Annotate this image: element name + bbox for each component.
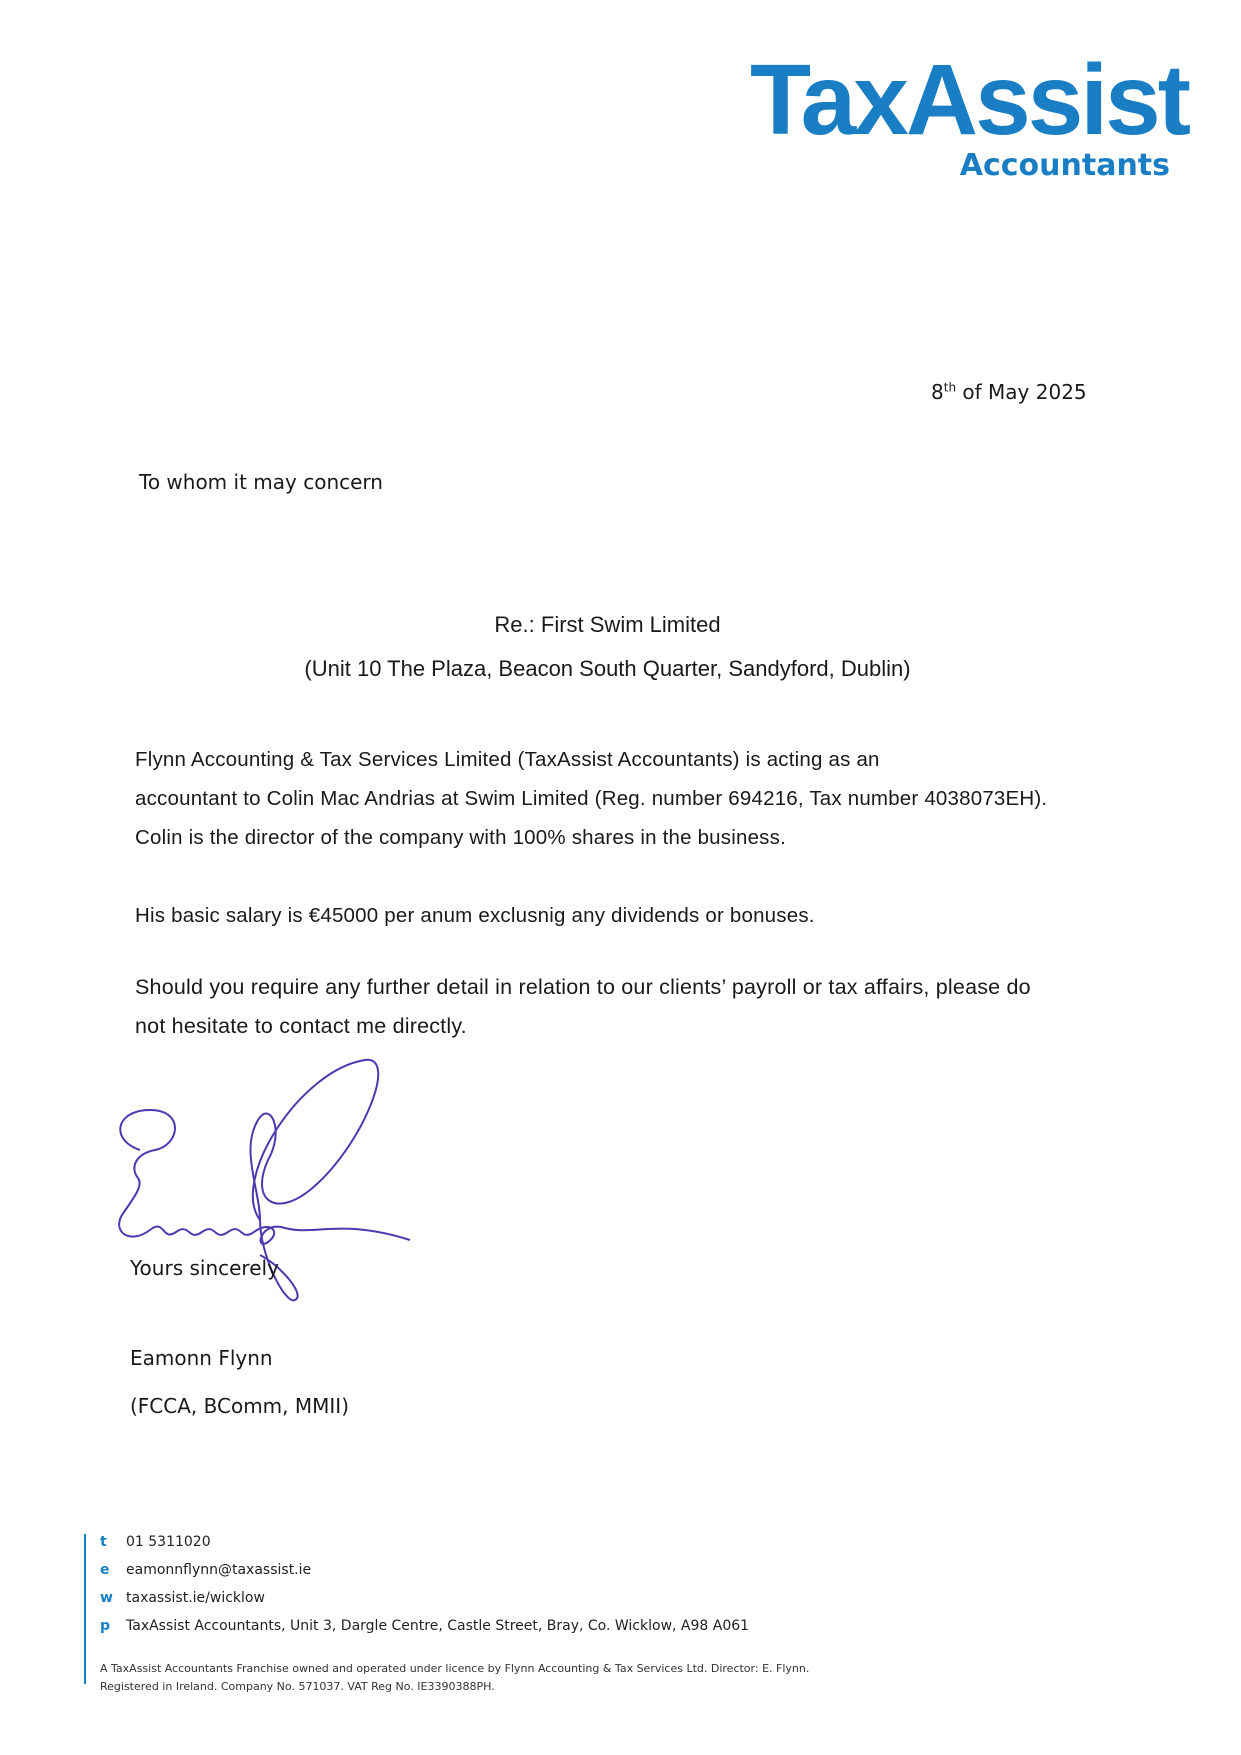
body-line: Colin is the director of the company with 100% shares in the business. bbox=[135, 826, 786, 849]
footer-website bbox=[100, 1590, 265, 1606]
address-key: p bbox=[100, 1618, 111, 1634]
address-value: TaxAssist Accountants, Unit 3, Dargle Centre, Castle Street, Bray, Co. Wicklow, A98 A061 bbox=[126, 1618, 750, 1634]
legal-line-1: A TaxAssist Accountants Franchise owned and operated under licence by Flynn Accounting & Tax Services Ltd. Director: E. Flynn. bbox=[100, 1662, 810, 1675]
body-paragraph-2: His basic salary is €45000 per anum exclusnig any dividends or bonuses. bbox=[135, 904, 815, 927]
taxassist-logo bbox=[750, 44, 1189, 190]
re-line-1: Re.: First Swim Limited bbox=[494, 612, 721, 637]
website-value: taxassist.ie/wicklow bbox=[126, 1590, 265, 1606]
phone-value: 01 5311020 bbox=[126, 1534, 211, 1550]
date-suffix: th bbox=[943, 380, 957, 395]
salutation: To whom it may concern bbox=[139, 470, 383, 494]
body-paragraph-3 bbox=[135, 968, 1095, 1046]
signatory-name: Eamonn Flynn bbox=[130, 1346, 273, 1370]
date-rest: of May 2025 bbox=[956, 380, 1087, 404]
footer-email bbox=[100, 1562, 311, 1578]
date-day: 8 bbox=[931, 380, 944, 404]
body-line: not hesitate to contact me directly. bbox=[135, 1014, 467, 1038]
body-line: Should you require any further detail in relation to our clients’ payroll or tax affairs, please do bbox=[135, 975, 1031, 999]
footer-phone bbox=[100, 1534, 211, 1550]
email-value: eamonnflynn@taxassist.ie bbox=[126, 1562, 312, 1578]
body-line: Flynn Accounting & Tax Services Limited (TaxAssist Accountants) is acting as an bbox=[135, 748, 880, 771]
signatory-qualifications: (FCCA, BComm, MMII) bbox=[130, 1394, 349, 1418]
phone-key: t bbox=[100, 1534, 107, 1550]
re-line-2: (Unit 10 The Plaza, Beacon South Quarter, Sandyford, Dublin) bbox=[304, 656, 911, 681]
website-key: w bbox=[100, 1590, 113, 1606]
closing: Yours sincerely bbox=[130, 1256, 279, 1280]
legal-line-2: Registered in Ireland. Company No. 571037. VAT Reg No. IE3390388PH. bbox=[100, 1680, 495, 1693]
footer-address bbox=[100, 1618, 749, 1634]
logo-subtitle: Accountants bbox=[959, 148, 1170, 183]
handwritten-signature bbox=[110, 1050, 430, 1330]
email-key: e bbox=[100, 1562, 110, 1578]
letter-date bbox=[931, 380, 1087, 404]
footer-divider bbox=[84, 1534, 86, 1684]
body-line: accountant to Colin Mac Andrias at Swim Limited (Reg. number 694216, Tax number 4038073EH). bbox=[135, 787, 1048, 810]
logo-brand: TaxAssist bbox=[750, 44, 1189, 156]
body-paragraph-1 bbox=[135, 740, 1155, 857]
